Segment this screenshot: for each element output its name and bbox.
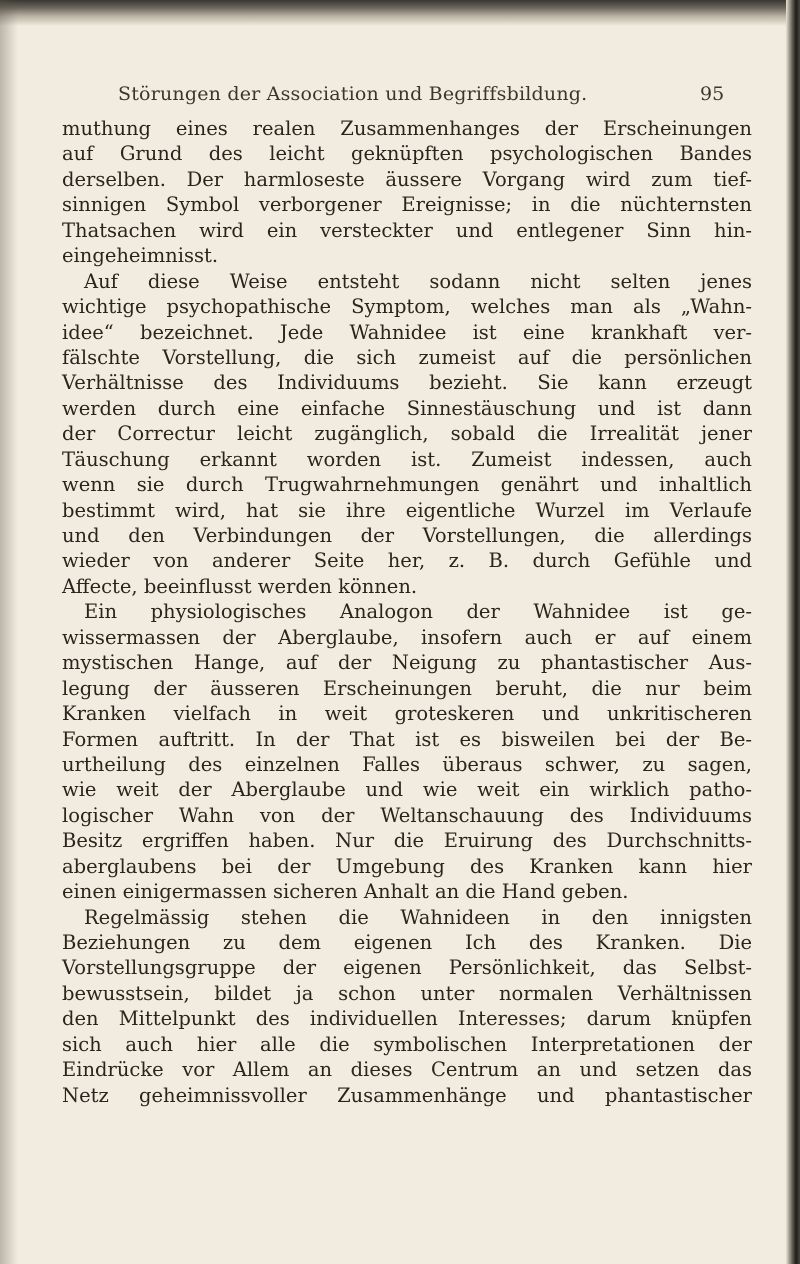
text-line: derselben. Der harmloseste äussere Vorgang wird zum tief- (62, 167, 752, 191)
text-line: legung der äusseren Erscheinungen beruht, die nur beim (62, 676, 752, 700)
text-line: muthung eines realen Zusammenhanges der Erscheinungen (62, 117, 752, 140)
text-line: Netz geheimnissvoller Zusammenhänge und phantastischer (62, 1083, 752, 1107)
text-line: Regelmässig stehen die Wahnideen in den innigsten (84, 905, 752, 929)
text-line: wissermassen der Aberglaube, insofern auch er auf einem (62, 625, 752, 649)
text-line: Affecte, beeinflusst werden können. (62, 574, 418, 598)
scan-right-edge (786, 0, 800, 1264)
text-line: Formen auftritt. In der That ist es bisweilen bei der Be- (62, 727, 752, 751)
text-line: Thatsachen wird ein versteckter und entlegener Sinn hin- (62, 218, 752, 242)
text-line: Verhältnisse des Individuums bezieht. Sie kann erzeugt (62, 371, 752, 395)
body-text (62, 116, 752, 1108)
text-line: fälschte Vorstellung, die sich zumeist auf die persönlichen (62, 345, 752, 369)
text-line: Eindrücke vor Allem an dieses Centrum an und setzen das (62, 1058, 752, 1082)
text-line: einen einigermassen sicheren Anhalt an die Hand geben. (62, 880, 629, 904)
text-line: aberglaubens bei der Umgebung des Kranken kann hier (62, 854, 752, 878)
text-line: bestimmt wird, hat sie ihre eigentliche Wurzel im Verlaufe (62, 498, 752, 522)
text-line: sinnigen Symbol verborgener Ereignisse; in die nüchternsten (62, 193, 752, 217)
text-line: Auf diese Weise entsteht sodann nicht selten jenes (84, 269, 752, 293)
text-line: bewusstsein, bildet ja schon unter normalen Verhältnissen (62, 981, 752, 1005)
text-line: Vorstellungsgruppe der eigenen Persönlichkeit, das Selbst- (62, 956, 752, 980)
text-line: wenn sie durch Trugwahrnehmungen genährt und inhaltlich (62, 473, 752, 497)
text-line: Täuschung erkannt worden ist. Zumeist indessen, auch (62, 447, 752, 471)
text-line: werden durch eine einfache Sinnestäuschung und ist dann (62, 396, 752, 420)
text-line: Besitz ergriffen haben. Nur die Eruirung des Durchschnitts- (62, 829, 752, 853)
text-line: und den Verbindungen der Vorstellungen, die allerdings (62, 524, 752, 547)
text-line: Beziehungen zu dem eigenen Ich des Kranken. Die (62, 931, 752, 954)
text-line: mystischen Hange, auf der Neigung zu phantastischer Aus- (62, 651, 752, 675)
page-number: 95 (700, 83, 725, 105)
text-line: sich auch hier alle die symbolischen Interpretationen der (62, 1032, 752, 1056)
text-line: der Correctur leicht zugänglich, sobald die Irrealität jener (62, 422, 752, 446)
text-line: wieder von anderer Seite her, z. B. durch Gefühle und (62, 549, 752, 573)
text-line: Kranken vielfach in weit groteskeren und unkritischeren (62, 702, 752, 726)
text-line: auf Grund des leicht geknüpften psychologischen Bandes (62, 142, 752, 166)
text-line: idee“ bezeichnet. Jede Wahnidee ist eine krankhaft ver- (62, 320, 752, 344)
text-line: Ein physiologisches Analogon der Wahnidee ist ge- (84, 600, 752, 624)
text-line: den Mittelpunkt des individuellen Interesses; darum knüpfen (62, 1007, 752, 1031)
text-line: logischer Wahn von der Weltanschauung des Individuums (62, 803, 752, 827)
text-line: wichtige psychopathische Symptom, welches man als „Wahn- (62, 295, 752, 319)
scan-gutter-shadow (0, 0, 18, 1264)
text-line: wie weit der Aberglaube und wie weit ein wirklich patho- (62, 778, 752, 802)
scan-top-shadow (0, 0, 800, 26)
running-head: Störungen der Association und Begriffsbildung. (118, 83, 588, 105)
text-line: urtheilung des einzelnen Falles überaus schwer, zu sagen, (62, 752, 752, 776)
text-line: eingeheimnisst. (62, 244, 219, 268)
